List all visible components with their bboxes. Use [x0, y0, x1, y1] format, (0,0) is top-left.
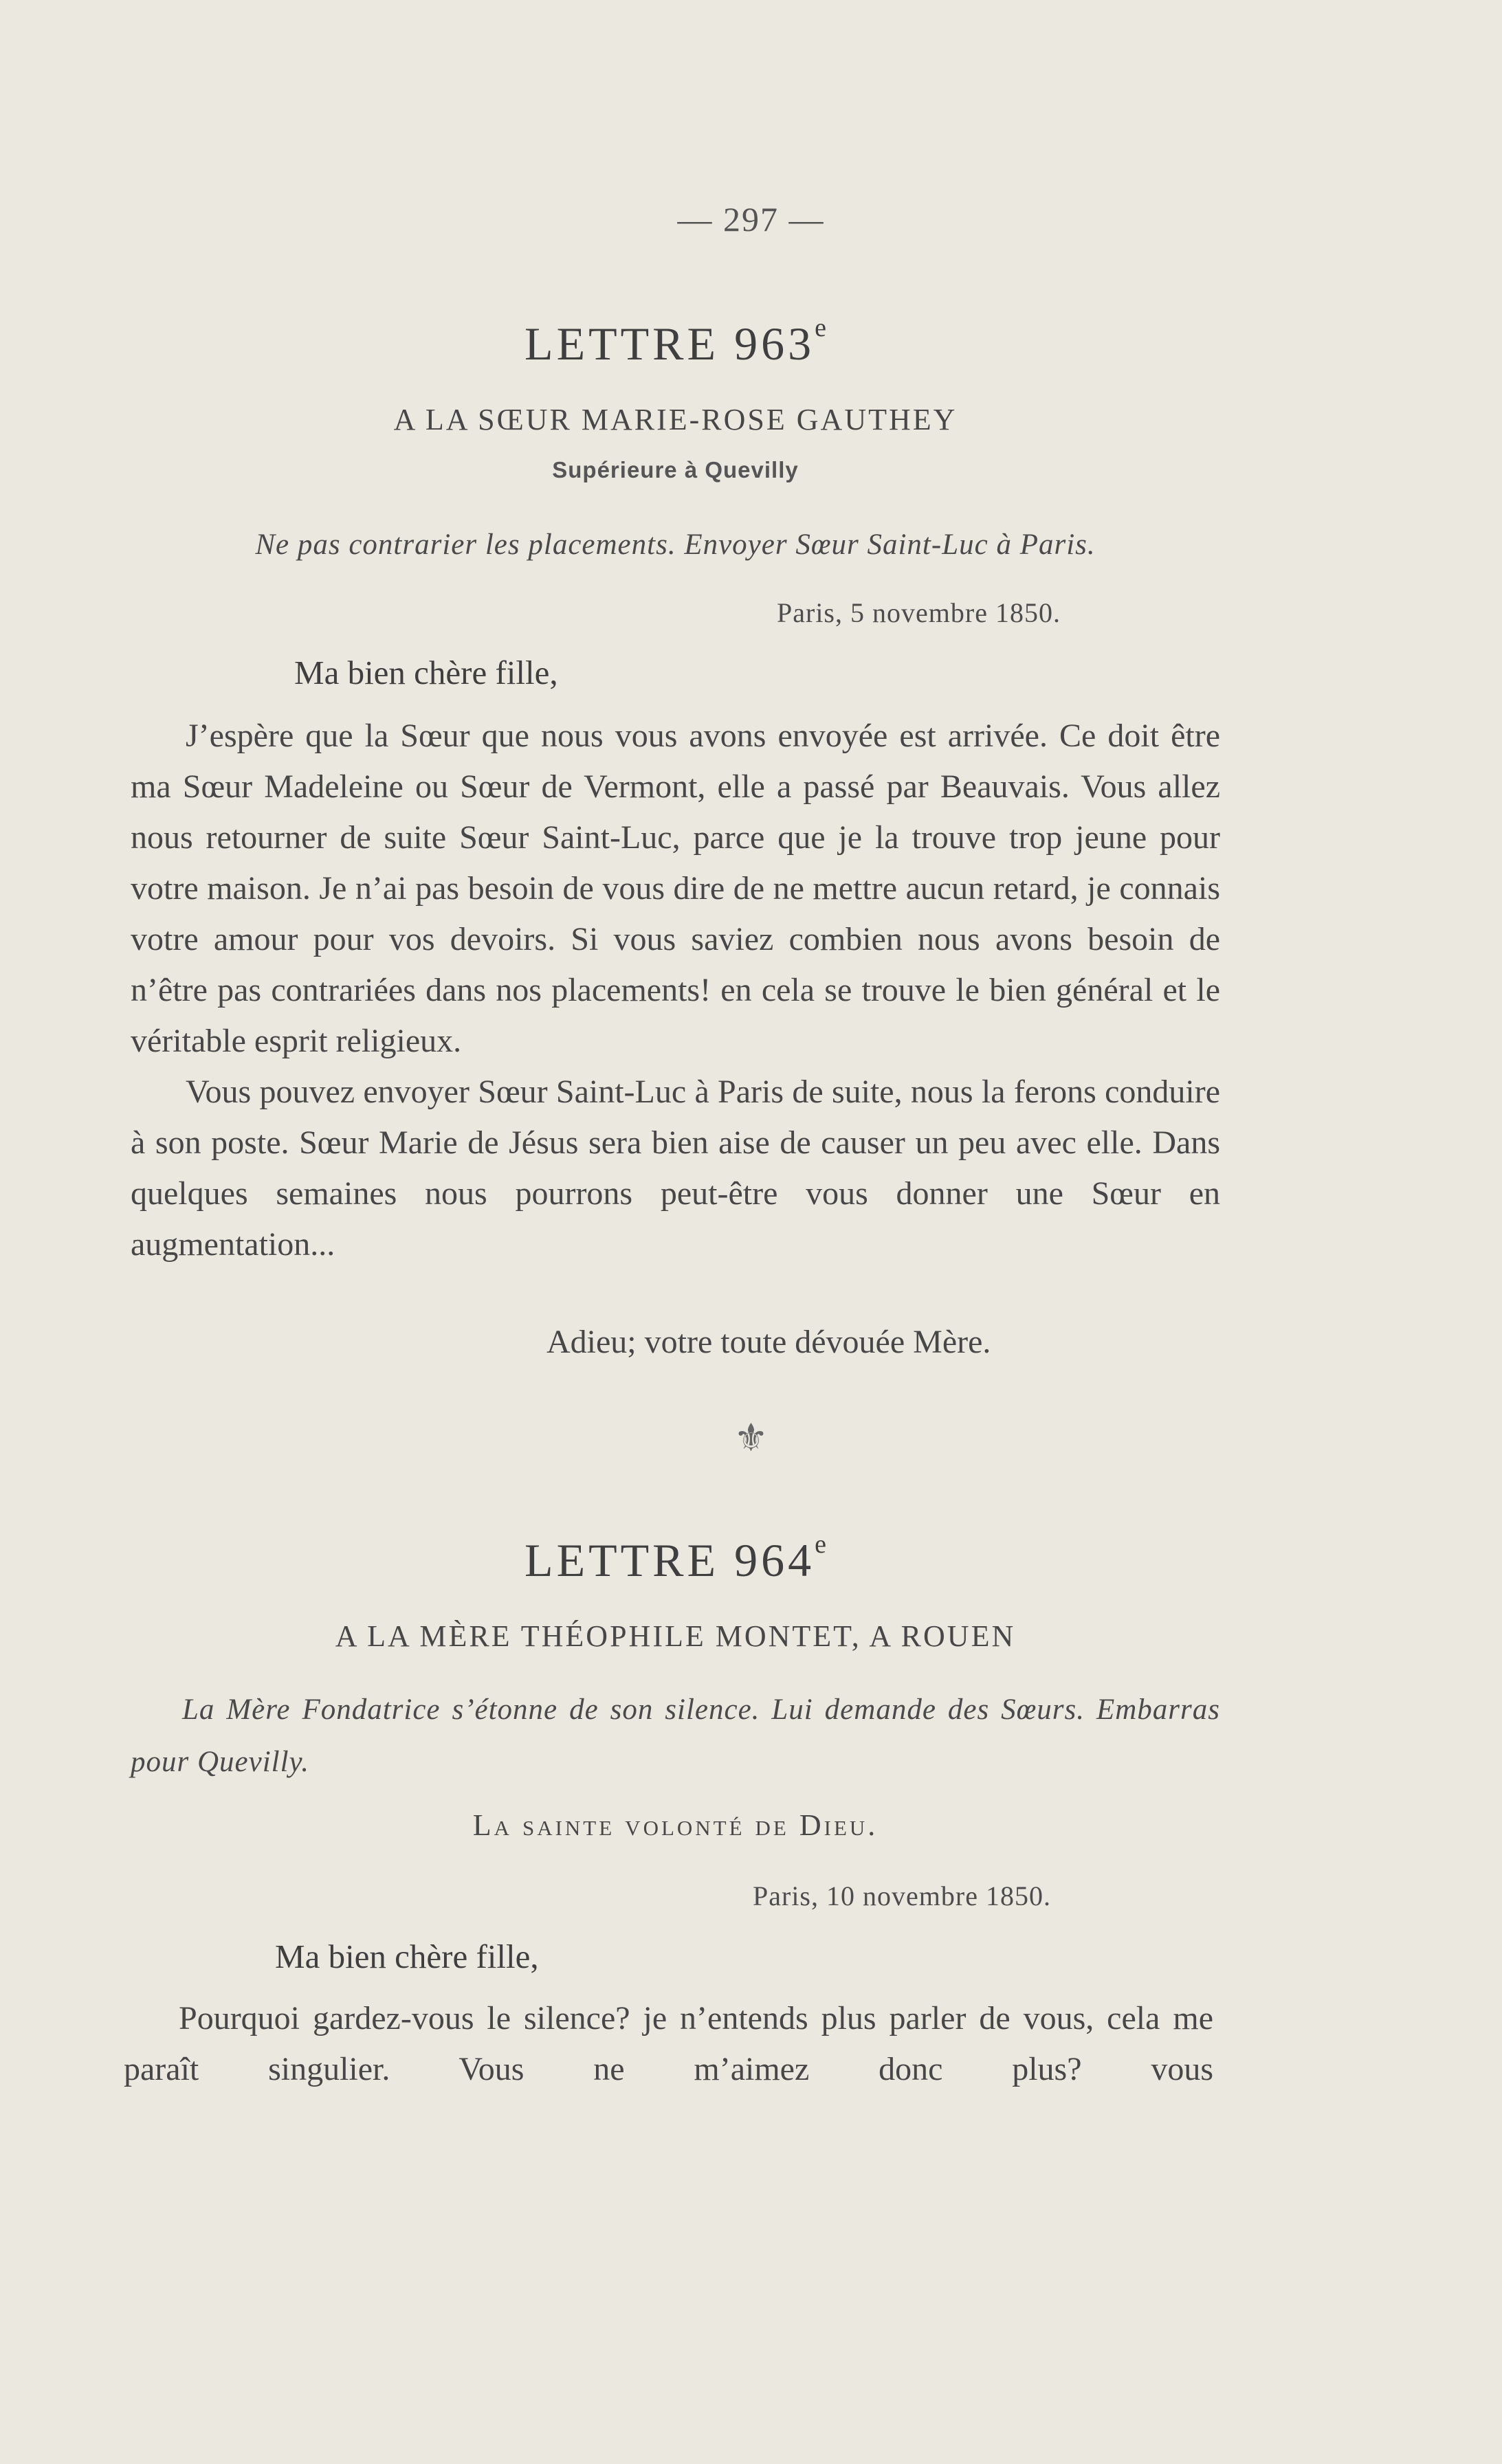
letter-963-salutation: Ma bien chère fille,: [294, 654, 558, 691]
page-number: — 297 —: [677, 200, 825, 238]
letter-963-paragraph-1: J’espère que la Sœur que nous vous avons envoyée est arrivée. Ce doit être ma Sœur Madeleine ou Sœur de Vermont, elle a passé par Beauvais. Vous allez nous retourner de suite Sœur Saint-Luc, parce que je la trouve trop jeune pour votre maison. Je n’ai pas besoin de vous dire de ne mettre aucun retard, je connais votre amour pour vos devoirs. Si vous saviez combien nous avons besoin de n’être pas contrariées dans nos placements! en cela se trouve le bien général et le véritable esprit religieux.: [131, 718, 1220, 1059]
letter-963-heading: [131, 313, 1220, 371]
letter-964-title: [131, 1529, 1220, 1588]
letter-964-paragraph-1: Pourquoi gardez-vous le silence? je n’entends plus parler de vous, cela me paraît singulier. Vous ne m’aimez donc plus? vous: [124, 2000, 1213, 2087]
letter-963-recipient: A LA SŒUR MARIE-ROSE GAUTHEY: [393, 403, 958, 436]
letter-963-dateline: Paris, 5 novembre 1850.: [777, 597, 1061, 628]
letter-963-summary: Ne pas contrarier les placements. Envoyer Sœur Saint-Luc à Paris.: [255, 529, 1096, 561]
letter-963-title-text: LETTRE 963: [524, 318, 815, 370]
letter-963-title-sup: e: [815, 313, 826, 342]
letter-964-title-text: LETTRE 964: [524, 1534, 815, 1586]
letter-963-title: [131, 313, 1220, 371]
letter-964-summary: La Mère Fondatrice s’étonne de son silence. Lui demande des Sœurs. Embarras pour Quevilly.: [131, 1694, 1220, 1778]
letter-963-body: [131, 711, 1220, 1270]
letter-964-body: [124, 1993, 1213, 2095]
letter-963-signoff: Adieu; votre toute dévouée Mère.: [546, 1324, 991, 1360]
letter-964-recipient: A LA MÈRE THÉOPHILE MONTET, A ROUEN: [335, 1619, 1016, 1653]
letter-964-salutation: Ma bien chère fille,: [275, 1938, 539, 1975]
letter-964-dateline: Paris, 10 novembre 1850.: [753, 1880, 1051, 1911]
letter-963-subrecipient: Supérieure à Quevilly: [552, 457, 799, 482]
letter-964-motto: La sainte volonté de Dieu.: [472, 1808, 879, 1842]
letter-964-heading: [131, 1529, 1220, 1588]
letter-964-title-sup: e: [815, 1530, 826, 1559]
letter-963-paragraph-2: Vous pouvez envoyer Sœur Saint-Luc à Paris de suite, nous la ferons conduire à son poste. Sœur Marie de Jésus sera bien aise de causer un peu avec elle. Dans quelques semaines nous pourrons peut-être vous donner une Sœur en augmentation...: [131, 1074, 1220, 1263]
ornament-divider-icon: ⚜: [733, 1417, 769, 1460]
